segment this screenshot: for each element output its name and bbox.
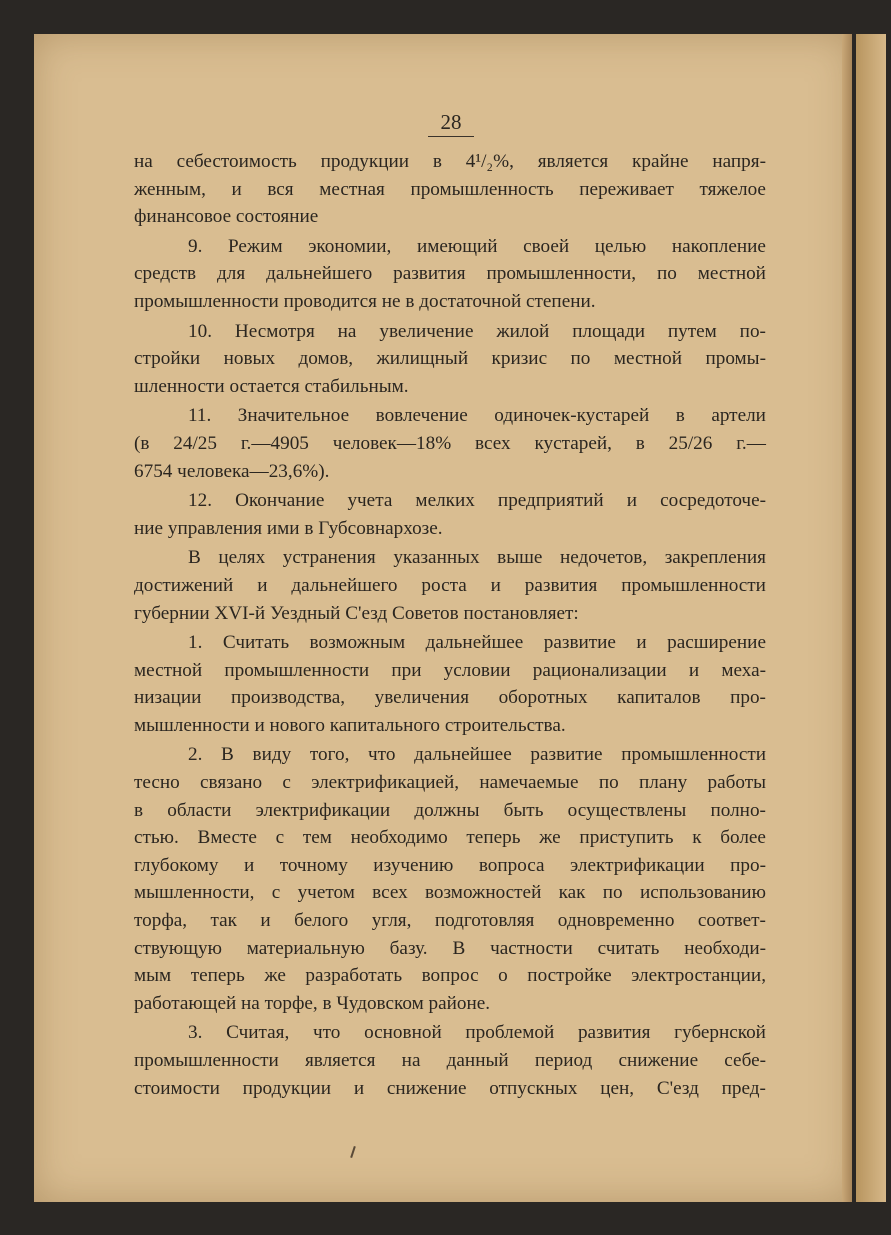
text-line: работающей на торфе, в Чудовском районе.: [134, 992, 491, 1014]
text-line: В целях устранения указанных выше недочетов, закрепления: [188, 547, 766, 569]
text-line: мышленности, с учетом всех возможностей как по использованию: [134, 882, 766, 904]
text-line: промышленности является на данный период снижение себе-: [134, 1050, 766, 1071]
text-line: шленности остается стабильным.: [134, 375, 409, 397]
text-line: ствующую материальную базу. В частности считать необходи-: [134, 937, 766, 959]
page-number: 28: [440, 110, 462, 134]
text-line: 9. Режим экономии, имеющий своей целью накопление: [188, 235, 766, 257]
text-line: стоимости продукции и снижение отпускных цен, С'езд пред-: [134, 1077, 766, 1099]
text-line: средств для дальнейшего развития промышленности, по местной: [134, 263, 766, 285]
text-line: (в 24/25 г.—4905 человек—18% всех кустарей, в 25/26 г.—: [134, 432, 766, 454]
text-line: местной промышленности при условии рационализации и меха-: [134, 659, 766, 681]
text-line: женным, и вся местная промышленность переживает тяжелое: [134, 178, 766, 200]
adjacent-page-edge: [856, 34, 886, 1202]
text-line: торфа, так и белого угля, подготовляя одновременно соответ-: [134, 910, 766, 932]
text-line: стью. Вместе с тем необходимо теперь же приступить к более: [134, 827, 766, 849]
text-line: губернии XVI-й Уездный С'езд Советов постановляет:: [134, 602, 579, 624]
text-line: 12. Окончание учета мелких предприятий и сосредоточе-: [188, 490, 766, 512]
text-line: 3. Считая, что основной проблемой развития губернской: [188, 1022, 766, 1044]
text-line: 2. В виду того, что дальнейшее развитие промышленности: [188, 744, 766, 766]
text-line: глубокому и точному изучению вопроса электрификации про-: [134, 854, 766, 876]
text-line: 11. Значительное вовлечение одиночек-кустарей в артели: [188, 405, 766, 427]
page-body-text: [134, 148, 766, 1102]
text-line: достижений и дальнейшего роста и развития промышленности: [134, 574, 766, 596]
page-number-rule: [428, 136, 474, 137]
text-line: мым теперь же разработать вопрос о постройке электростанции,: [134, 965, 766, 987]
text-line: низации производства, увеличения оборотных капиталов про-: [134, 687, 766, 709]
text-line: ние управления ими в Губсовнархозе.: [134, 517, 443, 539]
text-line: 6754 человека—23,6%).: [134, 460, 330, 482]
text-line: 10. Несмотря на увеличение жилой площади путем по-: [188, 320, 766, 342]
text-line: 1. Считать возможным дальнейшее развитие и расширение: [188, 632, 766, 654]
text-line: на себестоимость продукции в 4¹/₂%, является крайне напря-: [134, 151, 766, 172]
text-line: тесно связано с электрификацией, намечаемые по плану работы: [134, 772, 766, 794]
text-line: в области электрификации должны быть осуществлены полно-: [134, 799, 766, 821]
text-line: стройки новых домов, жилищный кризис по местной промы-: [134, 348, 766, 370]
text-line: финансовое состояние: [134, 206, 319, 228]
text-line: промышленности проводится не в достаточной степени.: [134, 290, 596, 312]
text-line: мышленности и нового капитального строительства.: [134, 714, 566, 736]
